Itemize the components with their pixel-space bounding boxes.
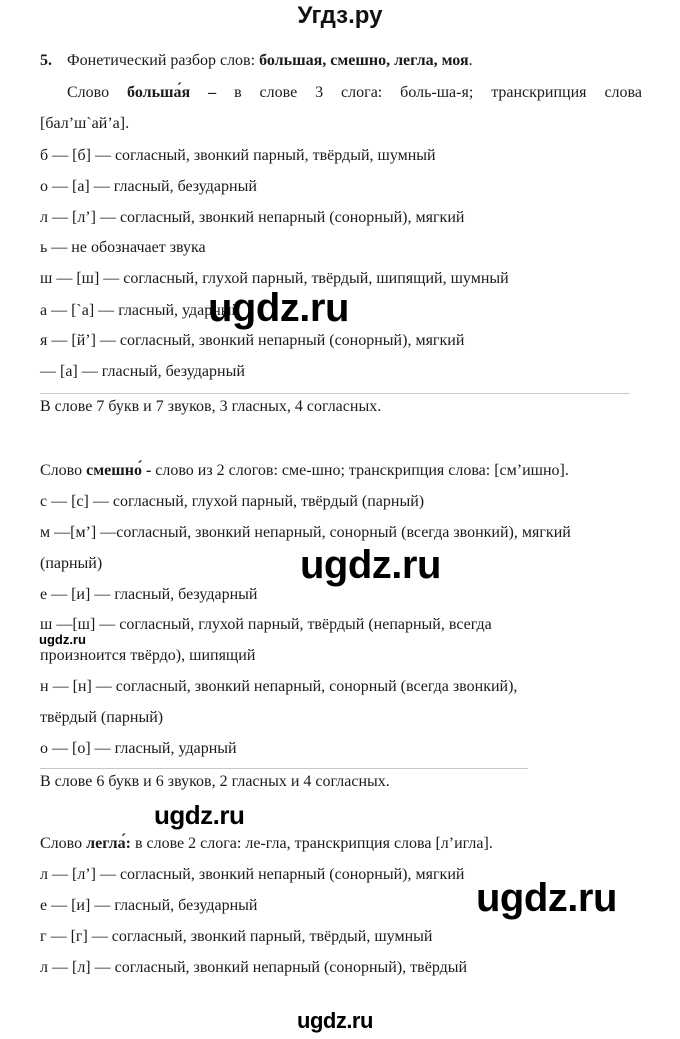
word3-letter: г — [г] — согласный, звонкий парный, твёрдый, шумный	[40, 928, 433, 945]
site-title: Угдз.ру	[297, 2, 383, 29]
watermark: ugdz.ru	[39, 632, 86, 647]
task-intro: 5. Фонетический разбор слов: большая, смешно, легла, моя.	[40, 52, 473, 69]
watermark: ugdz.ru	[208, 286, 349, 330]
watermark: ugdz.ru	[154, 800, 245, 830]
word1-letter: — [а] — гласный, безударный	[40, 363, 245, 380]
word2-letter: е — [и] — гласный, безударный	[40, 586, 258, 603]
word2-letter: твёрдый (парный)	[40, 709, 164, 726]
divider	[40, 768, 528, 769]
word3-letter: л — [л] — согласный, звонкий непарный (сонорный), твёрдый	[40, 959, 468, 976]
task-number: 5.	[40, 52, 52, 69]
word1-letter: ь — не обозначает звука	[40, 239, 206, 256]
word2-letter: с — [с] — согласный, глухой парный, твёрдый (парный)	[40, 493, 425, 510]
word3-lead: Слово легла́: в слове 2 слога: ле-гла, транскрипция слова [л’игла].	[40, 835, 493, 852]
word1-letter: я — [й’] — согласный, звонкий непарный (сонорный), мягкий	[40, 332, 465, 349]
task-words: большая, смешно, легла, моя	[259, 52, 469, 69]
word1-lead: Слово больша́я – в слове 3 слога: боль-ша-я; транскрипция слова	[67, 84, 642, 101]
word2-letter: (парный)	[40, 555, 103, 572]
divider	[40, 393, 630, 394]
word3-letter: е — [и] — гласный, безударный	[40, 897, 258, 914]
word2-letter: н — [н] — согласный, звонкий непарный, сонорный (всегда звонкий),	[40, 678, 518, 695]
word2-summary: В слове 6 букв и 6 звуков, 2 гласных и 4 согласных.	[40, 773, 390, 790]
watermark: ugdz.ru	[300, 543, 441, 587]
word1-word: больша́я –	[127, 84, 217, 101]
word2-lead: Слово смешно́ - слово из 2 слогов: сме-шно; транскрипция слова: [см’ишно].	[40, 462, 569, 479]
word2-letter: произноится твёрдо), шипящий	[40, 647, 256, 664]
watermark: ugdz.ru	[476, 876, 617, 920]
word2-letter: м —[м’] —согласный, звонкий непарный, сонорный (всегда звонкий), мягкий	[40, 524, 571, 541]
word1-transcription: [бал’ш`ай’а].	[40, 115, 130, 132]
word3-word: легла́:	[86, 835, 131, 852]
word1-letter: л — [л’] — согласный, звонкий непарный (сонорный), мягкий	[40, 209, 465, 226]
word1-letter: о — [а] — гласный, безударный	[40, 178, 257, 195]
word1-letter: ш — [ш] — согласный, глухой парный, твёрдый, шипящий, шумный	[40, 270, 509, 287]
word1-letter: а — [`а] — гласный, ударный	[40, 302, 241, 319]
word3-letter: л — [л’] — согласный, звонкий непарный (сонорный), мягкий	[40, 866, 465, 883]
watermark: ugdz.ru	[297, 1008, 373, 1033]
word1-summary: В слове 7 букв и 7 звуков, 3 гласных, 4 согласных.	[40, 398, 382, 415]
word2-word: смешно́ -	[86, 462, 152, 479]
word1-letter: б — [б] — согласный, звонкий парный, твёрдый, шумный	[40, 147, 436, 164]
word2-letter: о — [о] — гласный, ударный	[40, 740, 237, 757]
word2-letter: ш —[ш] — согласный, глухой парный, твёрдый (непарный, всегда	[40, 616, 492, 633]
